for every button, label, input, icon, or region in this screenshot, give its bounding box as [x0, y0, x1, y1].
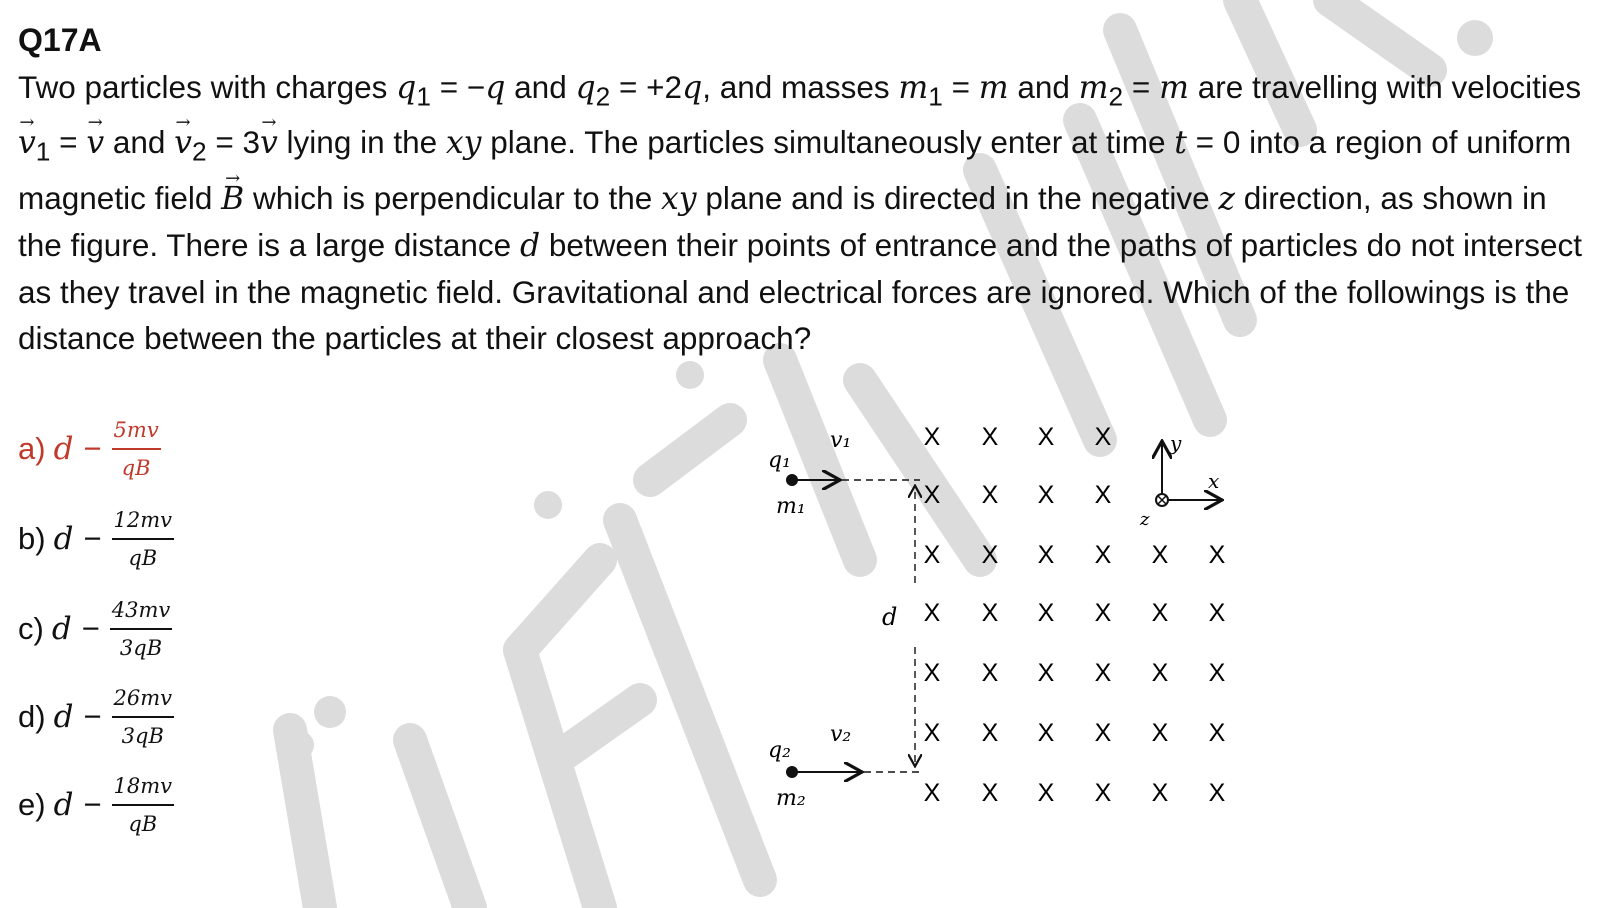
field-x-mark: X [1151, 541, 1169, 569]
option-label: e) [18, 787, 46, 822]
field-x-mark: X [923, 423, 941, 451]
option-minus: − [83, 521, 102, 556]
field-x-mark: X [923, 719, 941, 747]
field-x-mark: X [981, 599, 999, 627]
option-denominator: 3qB [119, 636, 163, 660]
answer-option[interactable] [18, 508, 174, 570]
option-variable: d [53, 787, 74, 823]
option-denominator: qB [121, 456, 151, 480]
field-x-mark: X [923, 599, 941, 627]
option-label: d) [18, 699, 46, 734]
field-x-mark: X [1037, 719, 1055, 747]
option-denominator: 3qB [121, 724, 164, 748]
field-x-mark: X [1208, 659, 1226, 687]
label-m2: m₂ [776, 786, 806, 811]
field-x-mark: X [1151, 719, 1169, 747]
option-variable: d [53, 699, 74, 735]
field-x-mark: X [1037, 423, 1055, 451]
answer-option[interactable] [18, 686, 174, 748]
field-x-mark: X [1094, 481, 1112, 509]
field-x-mark: X [923, 541, 941, 569]
option-fraction [112, 418, 161, 480]
field-x-mark: X [1151, 779, 1169, 807]
field-x-mark: X [1094, 423, 1112, 451]
axis-y-label: y [1170, 431, 1182, 455]
option-fraction [110, 598, 173, 660]
option-fraction [112, 774, 175, 836]
field-x-mark: X [1037, 541, 1055, 569]
option-label: a) [18, 431, 46, 466]
option-numerator: 12mv [112, 508, 175, 540]
label-q1: q₁ [768, 448, 791, 473]
field-x-mark: X [981, 719, 999, 747]
question-text: Two particles with charges $q_1 = -q$ and $q_2 = +2q$, and masses $m_1 = m$ and $m_2 = m$ are travelling with velocities → $v_1$ = → v and → $v_2 = 3\to v$ lying in the xy plane. The particles simultaneously enter at time t = 0 into a region of uniform magnetic field → B which is perpendicular to the xy plane and is directed in the negative z direction, as shown in the figure. There is a large distance d between their points of entrance and the paths of particles do not intersect as they travel in the magnetic field. Gravitational and electrical forces are ignored. Which of the followings is the distance between the particles at their closest approach? [18, 64, 1583, 361]
field-x-mark: X [1208, 599, 1226, 627]
label-m1: m₁ [776, 494, 806, 519]
question-number: Q17A [18, 22, 102, 58]
field-x-mark: X [981, 659, 999, 687]
magnetic-field-marks [924, 423, 1226, 807]
field-x-mark: X [981, 423, 999, 451]
option-label: b) [18, 521, 46, 556]
field-x-mark: X [1208, 779, 1226, 807]
option-label: c) [18, 611, 44, 646]
option-fraction [112, 686, 175, 748]
option-minus: − [81, 611, 100, 646]
option-denominator: qB [128, 546, 158, 570]
axis-x-label: x [1208, 469, 1220, 493]
answer-option[interactable] [18, 598, 172, 660]
field-x-mark: X [1208, 541, 1226, 569]
field-x-mark: X [923, 779, 941, 807]
field-x-mark: X [981, 481, 999, 509]
option-fraction [112, 508, 175, 570]
field-x-mark: X [1037, 481, 1055, 509]
label-v1: v₁ [830, 428, 852, 453]
field-x-mark: X [1094, 719, 1112, 747]
magnetic-field-figure [760, 405, 1280, 845]
option-minus: − [83, 431, 102, 466]
field-x-mark: X [1094, 779, 1112, 807]
field-x-mark: X [981, 541, 999, 569]
label-d: d [882, 603, 898, 631]
label-v2: v₂ [830, 722, 852, 747]
field-x-mark: X [1037, 659, 1055, 687]
option-variable: d [53, 431, 74, 467]
field-x-mark: X [1094, 599, 1112, 627]
option-numerator: 18mv [112, 774, 175, 806]
axis-z-label: z [1140, 509, 1150, 530]
label-q2: q₂ [768, 738, 791, 763]
option-denominator: qB [128, 812, 158, 836]
option-minus: − [83, 699, 102, 734]
option-variable: d [51, 611, 72, 647]
option-numerator: 43mv [110, 598, 173, 630]
option-variable: d [53, 521, 74, 557]
field-x-mark: X [923, 659, 941, 687]
field-x-mark: X [981, 779, 999, 807]
field-x-mark: X [1151, 659, 1169, 687]
field-x-mark: X [1037, 779, 1055, 807]
field-x-mark: X [1151, 599, 1169, 627]
option-minus: − [83, 787, 102, 822]
field-x-mark: X [1037, 599, 1055, 627]
field-x-mark: X [1208, 719, 1226, 747]
answer-option[interactable] [18, 418, 161, 480]
option-numerator: 26mv [112, 686, 175, 718]
field-x-mark: X [1094, 659, 1112, 687]
field-x-mark: X [923, 481, 941, 509]
field-x-mark: X [1094, 541, 1112, 569]
answer-option[interactable] [18, 774, 174, 836]
option-numerator: 5mv [112, 418, 161, 450]
